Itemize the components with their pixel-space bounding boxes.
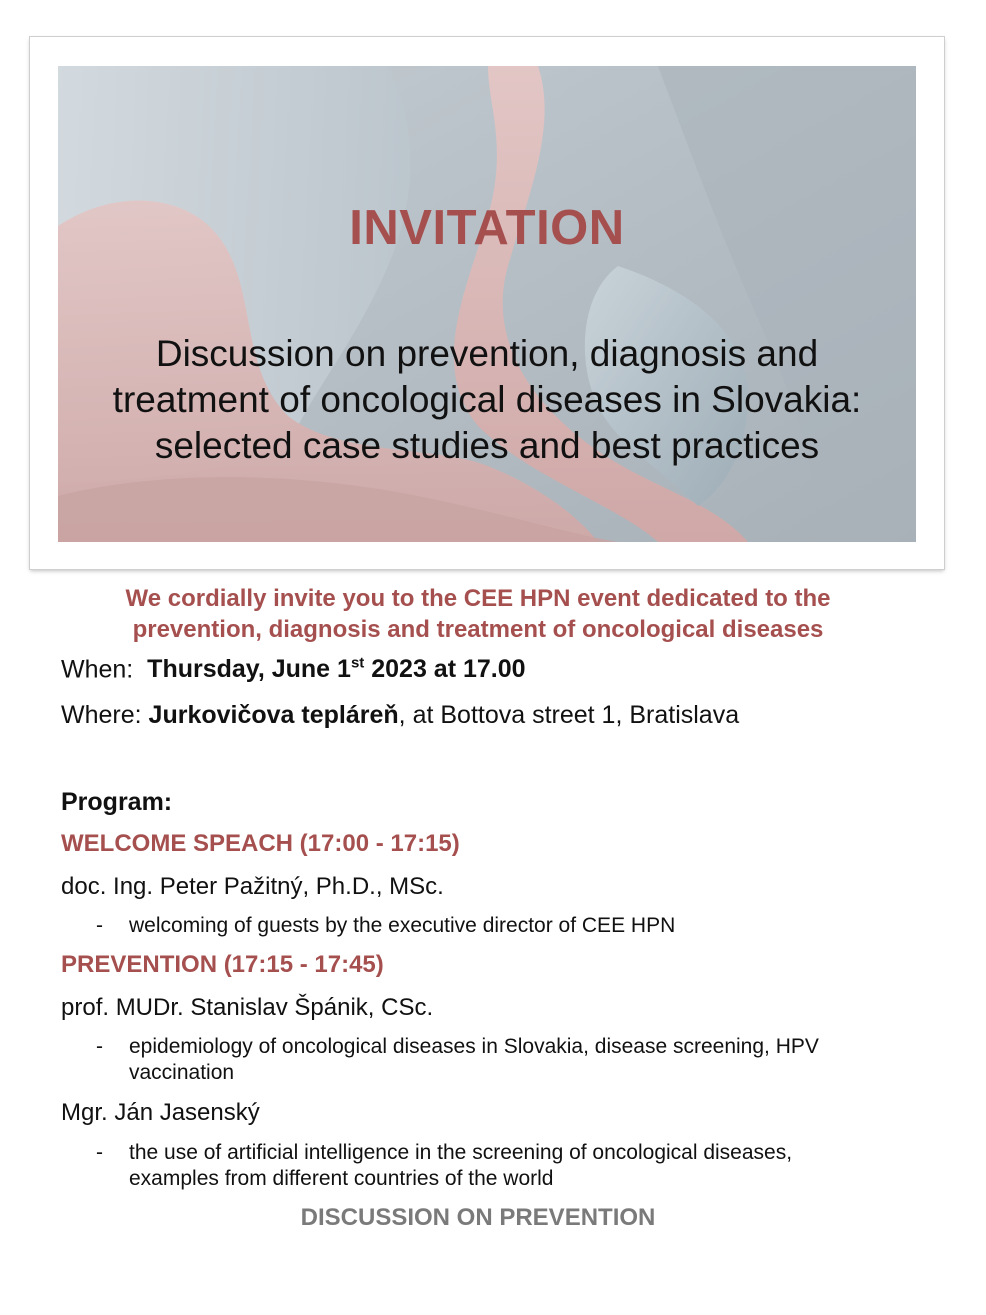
bullet-item [96, 913, 896, 939]
where-label: Where: [61, 701, 142, 729]
bullet-dash: - [96, 1141, 103, 1164]
bullet-text: the use of artificial intelligence in the screening of oncological diseases, [129, 1141, 793, 1164]
event-subtitle-line: selected case studies and best practices [154, 425, 820, 466]
banner [58, 66, 916, 542]
speaker-name: prof. MUDr. Stanislav Špánik, CSc. [61, 994, 434, 1021]
event-subtitle [58, 331, 916, 469]
bullet-text: examples from different countries of the world [129, 1167, 554, 1190]
tagline-line: prevention, diagnosis and treatment of oncological diseases [132, 616, 824, 643]
when-date [147, 655, 525, 683]
section-heading-welcome: WELCOME SPEACH (17:00 - 17:15) [61, 830, 460, 857]
event-subtitle-line: Discussion on prevention, diagnosis and [155, 333, 819, 374]
where-row [61, 701, 739, 730]
when-row [61, 655, 526, 684]
event-subtitle-line: treatment of oncological diseases in Slovakia: [112, 379, 862, 420]
bullet-dash: - [96, 914, 103, 937]
invitation-title: INVITATION [349, 201, 625, 255]
bullet-dash: - [96, 1035, 103, 1058]
where-venue: Jurkovičova tepláreň [148, 701, 399, 729]
bullet-text: vaccination [129, 1061, 235, 1084]
bullet-text: welcoming of guests by the executive director of CEE HPN [129, 914, 676, 937]
speaker-name: doc. Ing. Peter Pažitný, Ph.D., MSc. [61, 873, 444, 900]
when-day: Thursday, June 1 [147, 655, 351, 684]
when-time: 2023 at 17.00 [364, 655, 526, 684]
bullet-item [96, 1140, 896, 1192]
speaker-name: Mgr. Ján Jasenský [61, 1099, 260, 1126]
section-heading-prevention: PREVENTION (17:15 - 17:45) [61, 951, 384, 978]
bullet-item [96, 1034, 896, 1086]
where-address: , at Bottova street 1, Bratislava [398, 701, 740, 729]
invitation-tagline [58, 583, 898, 645]
program-label: Program: [61, 788, 173, 816]
tagline-line: We cordially invite you to the CEE HPN event dedicated to the [125, 585, 831, 612]
when-label: When: [61, 655, 134, 684]
bullet-text: epidemiology of oncological diseases in Slovakia, disease screening, HPV [129, 1035, 819, 1058]
abstract-background-image [58, 66, 916, 542]
discussion-heading: DISCUSSION ON PREVENTION [300, 1204, 656, 1231]
when-ordinal: st [350, 655, 365, 672]
